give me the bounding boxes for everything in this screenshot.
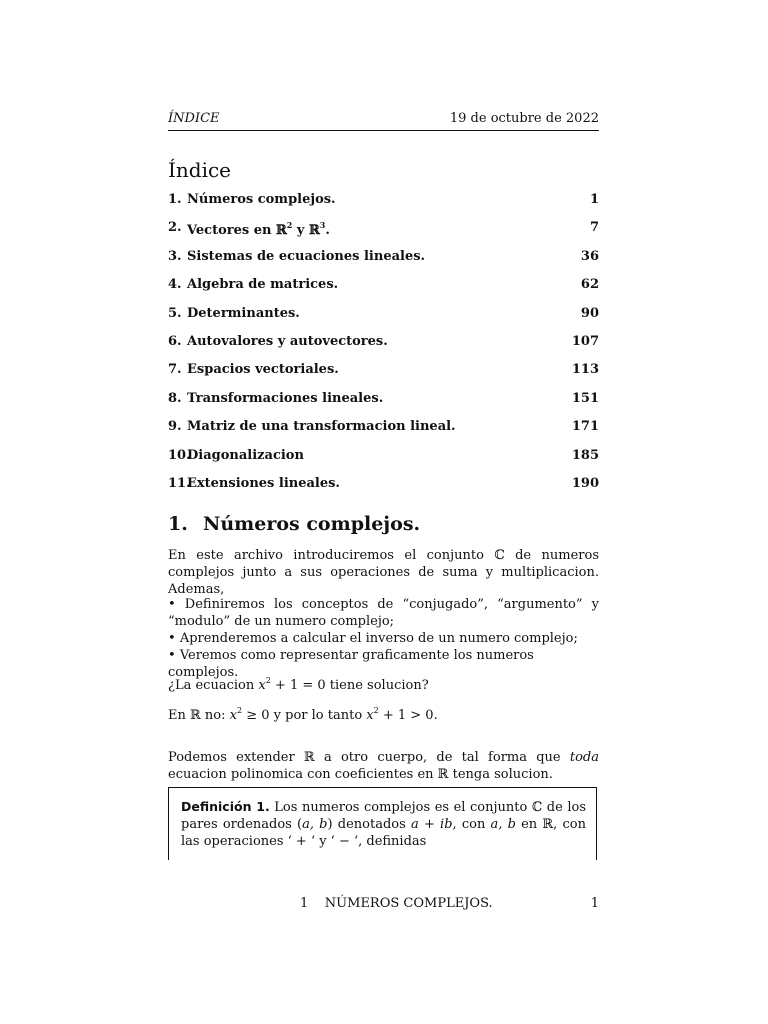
intro-paragraph: En este archivo introduciremos el conjunto ℂ de numeros complejos junto a sus operaciones de suma y multiplicacion. Ademas, <box>168 548 599 597</box>
toc-entry-page: 36 <box>580 248 599 264</box>
section-number: 1. <box>168 513 188 535</box>
toc-entry-number: 4. <box>168 277 182 293</box>
section-heading <box>168 513 420 535</box>
toc-entry-title: Extensiones lineales. <box>187 475 340 491</box>
toc-entry-title: Diagonalizacion <box>187 447 304 463</box>
toc-entry-title: Algebra de matrices. <box>187 277 339 293</box>
toc-entry-number: 1. <box>168 192 182 207</box>
section-title: Números complejos. <box>203 513 421 535</box>
toc-entry[interactable] <box>168 362 599 390</box>
toc-entry-number: 6. <box>168 333 182 349</box>
toc-entry[interactable] <box>168 476 599 504</box>
toc-entry-number: 11. <box>168 475 191 491</box>
toc-entry-page: 190 <box>571 475 599 491</box>
bullet-item: • Definiremos los conceptos de “conjugado”, “argumento” y “modulo” de un numero complejo; <box>168 596 599 630</box>
toc-entry-number: 8. <box>168 390 182 406</box>
answer-line: En ℝ no: $x^2 \ge 0$ y por lo tanto $x^2 + 1 > 0$. <box>168 706 438 723</box>
toc-entry[interactable] <box>168 334 599 362</box>
extension-paragraph: Podemos extender ℝ a otro cuerpo, de tal forma que toda ecuacion polinomica con coeficientes en ℝ tenga solucion. <box>168 750 599 782</box>
definition-text <box>181 798 586 850</box>
toc-entry-page: 1 <box>589 192 599 207</box>
header-left: ÍNDICE <box>168 111 220 126</box>
definition-body: Los numeros complejos es el conjunto ℂ de los pares ordenados (a, b) denotados a + ib, con a, b en ℝ, con las operaciones ‘ + ‘ y ‘ − ‘, definidas <box>181 800 587 849</box>
toc-entry-title: Vectores en ℝ$^2$ y ℝ$^3$. <box>187 220 330 239</box>
toc-entry[interactable] <box>168 277 599 305</box>
toc-entry-page: 7 <box>589 220 599 236</box>
toc-entry-page: 151 <box>571 390 599 406</box>
toc-entry-number: 3. <box>168 248 182 264</box>
table-of-contents <box>168 192 599 504</box>
toc-entry-title: Matriz de una transformacion lineal. <box>187 419 456 435</box>
toc-entry-title: Sistemas de ecuaciones lineales. <box>187 248 426 264</box>
toc-entry-number: 9. <box>168 419 182 435</box>
toc-entry[interactable] <box>168 249 599 277</box>
toc-entry-page: 62 <box>580 277 599 293</box>
toc-entry-page: 185 <box>571 447 599 463</box>
toc-entry-page: 107 <box>571 333 599 349</box>
bullet-item: • Veremos como representar graficamente los numeros complejos. <box>168 647 599 681</box>
toc-entry[interactable] <box>168 448 599 476</box>
toc-entry[interactable] <box>168 220 599 248</box>
footer-page-number: 1 <box>590 896 599 911</box>
bullet-item: • Aprenderemos a calcular el inverso de un numero complejo; <box>168 630 599 647</box>
toc-entry-page: 113 <box>571 362 599 378</box>
toc-entry-title: Transformaciones lineales. <box>187 390 384 406</box>
toc-entry-number: 2. <box>168 220 182 236</box>
toc-entry-title: Espacios vectoriales. <box>187 362 339 378</box>
toc-entry-number: 5. <box>168 305 182 321</box>
toc-entry-page: 90 <box>580 305 599 321</box>
toc-entry-page: 171 <box>571 419 599 435</box>
footer-section: 1 NÚMEROS COMPLEJOS. <box>300 896 493 911</box>
toc-entry-title: Determinantes. <box>187 305 300 321</box>
definition-label: Definición 1. <box>181 799 270 814</box>
running-header <box>168 110 599 131</box>
toc-entry-number: 10. <box>168 447 191 463</box>
toc-entry[interactable] <box>168 192 599 220</box>
bullet-list <box>168 596 599 681</box>
question-line: ¿La ecuacion $x^2 + 1 = 0$ tiene solucion? <box>168 676 429 693</box>
toc-entry-number: 7. <box>168 362 182 378</box>
toc-entry-title: Autovalores y autovectores. <box>187 333 388 349</box>
definition-box <box>168 787 597 860</box>
toc-entry[interactable] <box>168 419 599 447</box>
toc-entry-title: Números complejos. <box>187 192 336 207</box>
toc-entry[interactable] <box>168 391 599 419</box>
toc-entry[interactable] <box>168 306 599 334</box>
toc-title: Índice <box>168 158 232 182</box>
header-date: 19 de octubre de 2022 <box>449 111 599 126</box>
